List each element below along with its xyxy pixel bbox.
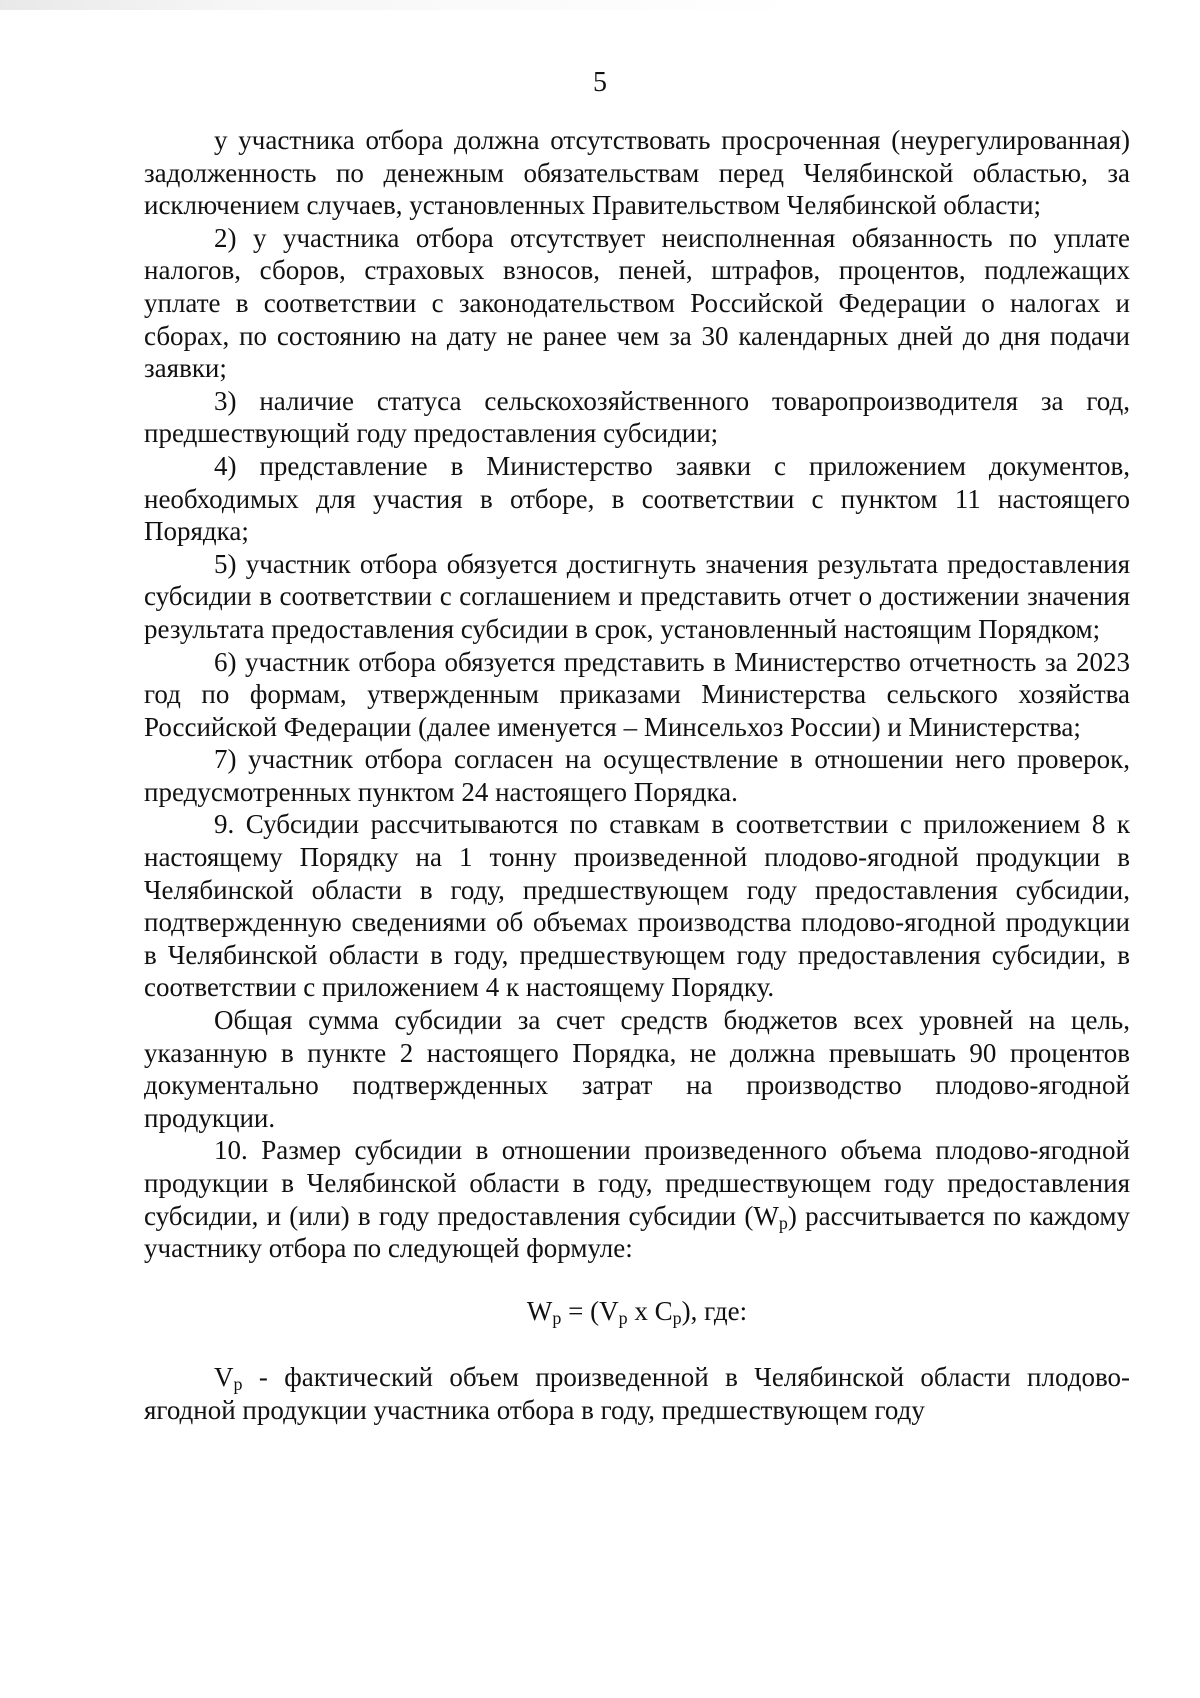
subsidy-formula <box>144 1295 1130 1328</box>
definition-v-sub: p <box>233 1374 243 1395</box>
paragraph-item-10 <box>144 1134 1130 1264</box>
formula-w: W <box>526 1295 553 1326</box>
formula-w-sub: p <box>552 1307 562 1328</box>
paragraph-condition-3: 3) наличие статуса сельскохозяйственного товаропроизводителя за год, предшествующий году предоставления субсидии; <box>144 385 1130 449</box>
item-10-text-a: 10. Размер субсидии в отношении произведенного объема плодово-ягодной продукции в Челябинской области в году, предшествующем году предоставления субсидии, и (или) в году предоставления субсидии (W <box>144 1135 1130 1231</box>
document-body <box>144 124 1130 1427</box>
item-10-text-b: ) рассчитывается по каждому участнику отбора по следующей формуле: <box>144 1200 1131 1264</box>
paragraph-definition-vp <box>144 1361 1130 1426</box>
definition-text: - фактический объем произведенной в Челябинской области плодово-ягодной продукции участника отбора в году, предшествующем году <box>144 1362 1130 1425</box>
formula-c-sub: p <box>672 1307 682 1328</box>
paragraph-condition-5: 5) участник отбора обязуется достигнуть значения результата предоставления субсидии в соответствии с соглашением и представить отчет о достижении значения результата предоставления субсидии в срок, установленный настоящим Порядком; <box>144 548 1130 644</box>
paragraph-condition-7: 7) участник отбора согласен на осуществление в отношении него проверок, предусмотренных пунктом 24 настоящего Порядка. <box>144 744 1130 807</box>
formula-tail: ), где: <box>681 1295 748 1326</box>
paragraph-overdue-debt: у участника отбора должна отсутствовать просроченная (неурегулированная) задолженность по денежным обязательствам перед Челябинской областью, за исключением случаев, установленных Правительством Челябинской области; <box>144 125 1130 221</box>
paragraph-condition-2: 2) у участника отбора отсутствует неисполненная обязанность по уплате налогов, сборов, страховых взносов, пеней, штрафов, процентов, подлежащих уплате в соответствии с законодательством Российской Федерации о налогах и сборах, по состоянию на дату не ранее чем за 30 календарных дней до дня подачи заявки; <box>144 222 1130 384</box>
paragraph-item-9: 9. Субсидии рассчитываются по ставкам в соответствии с приложением 8 к настоящему Порядку на 1 тонну произведенной плодово-ягодной продукции в Челябинской области в году, предшествующем году предоставления субсидии, подтвержденную сведениями об объемах производства плодово-ягодной продукции в Челябинской области в году, предшествующем году предоставления субсидии, в соответствии с приложением 4 к настоящему Порядку. <box>144 809 1130 1003</box>
formula-x-c: x C <box>627 1295 673 1326</box>
scan-artifact <box>0 0 800 10</box>
page-number: 5 <box>593 67 607 98</box>
paragraph-total-subsidy: Общая сумма субсидии за счет средств бюджетов всех уровней на цель, указанную в пункте 2 настоящего Порядка, не должна превышать 90 процентов документально подтвержденных затрат на производство плодово-ягодной продукции. <box>144 1005 1130 1133</box>
formula-eq-v: = (V <box>561 1295 619 1326</box>
item-10-subscript: p <box>778 1212 788 1233</box>
paragraph-condition-4: 4) представление в Министерство заявки с приложением документов, необходимых для участия в отборе, в соответствии с пунктом 11 настоящего Порядка; <box>144 450 1130 547</box>
definition-v: V <box>214 1362 234 1393</box>
formula-v-sub: p <box>618 1307 628 1328</box>
paragraph-condition-6: 6) участник отбора обязуется представить в Министерство отчетность за 2023 год по формам, утвержденным приказами Министерства сельского хозяйства Российской Федерации (далее именуется – Минсельхоз России) и Министерства; <box>144 646 1130 742</box>
